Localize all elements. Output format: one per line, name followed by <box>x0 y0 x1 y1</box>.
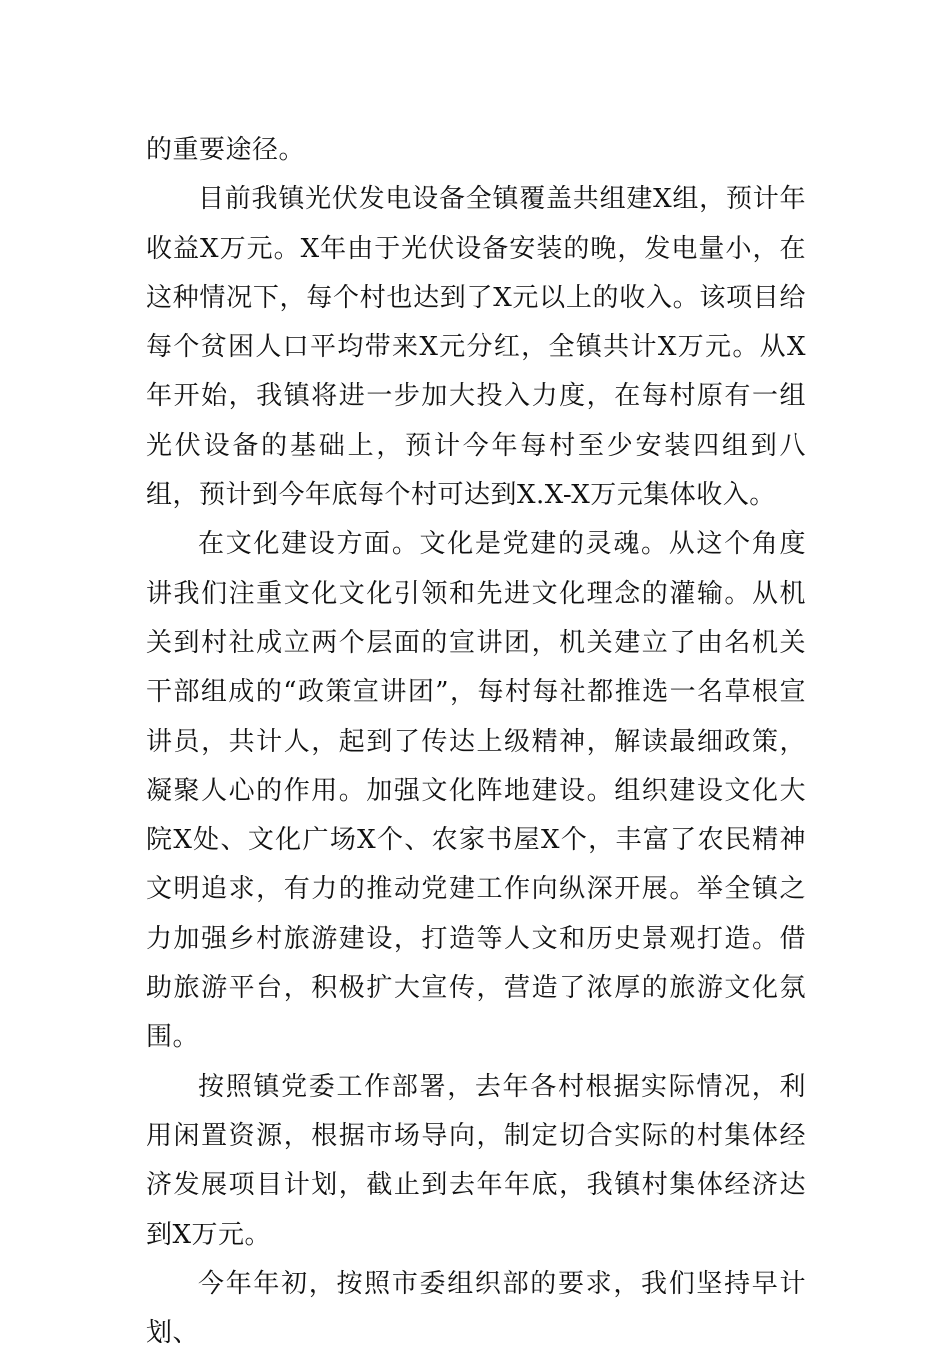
paragraph-continuation: 的重要途径。 <box>146 135 306 165</box>
paragraph-this-year: 今年年初，按照市委组织部的要求，我们坚持早计划、 <box>146 1268 806 1349</box>
document-body <box>146 126 806 1358</box>
paragraph-collective-economy: 按照镇党委工作部署，去年各村根据实际情况，利用闲置资源，根据市场导向，制定切合实际的村集体经济发展项目计划，截止到去年年底，我镇村集体经济达到X万元。 <box>146 1071 806 1250</box>
paragraph-culture: 在文化建设方面。文化是党建的灵魂。从这个角度讲我们注重文化文化引领和先进文化理念的灌输。从机关到村社成立两个层面的宣讲团，机关建立了由名机关干部组成的“政策宣讲团”，每村每社都推选一名草根宣讲员，共计人，起到了传达上级精神，解读最细政策，凝聚人心的作用。加强文化阵地建设。组织建设文化大院X处、文化广场X个、农家书屋X个，丰富了农民精神文明追求，有力的推动党建工作向纵深开展。举全镇之力加强乡村旅游建设，打造等人文和历史景观打造。借助旅游平台，积极扩大宣传，营造了浓厚的旅游文化氛围。 <box>146 529 806 1053</box>
paragraph-photovoltaic: 目前我镇光伏发电设备全镇覆盖共组建X组，预计年收益X万元。X年由于光伏设备安装的晚，发电量小，在这种情况下，每个村也达到了X元以上的收入。该项目给每个贫困人口平均带来X元分红，全镇共计X万元。从X年开始，我镇将进一步加大投入力度，在每村原有一组光伏设备的基础上，预计今年每村至少安装四组到八组，预计到今年底每个村可达到X.X-X万元集体收入。 <box>146 184 806 511</box>
